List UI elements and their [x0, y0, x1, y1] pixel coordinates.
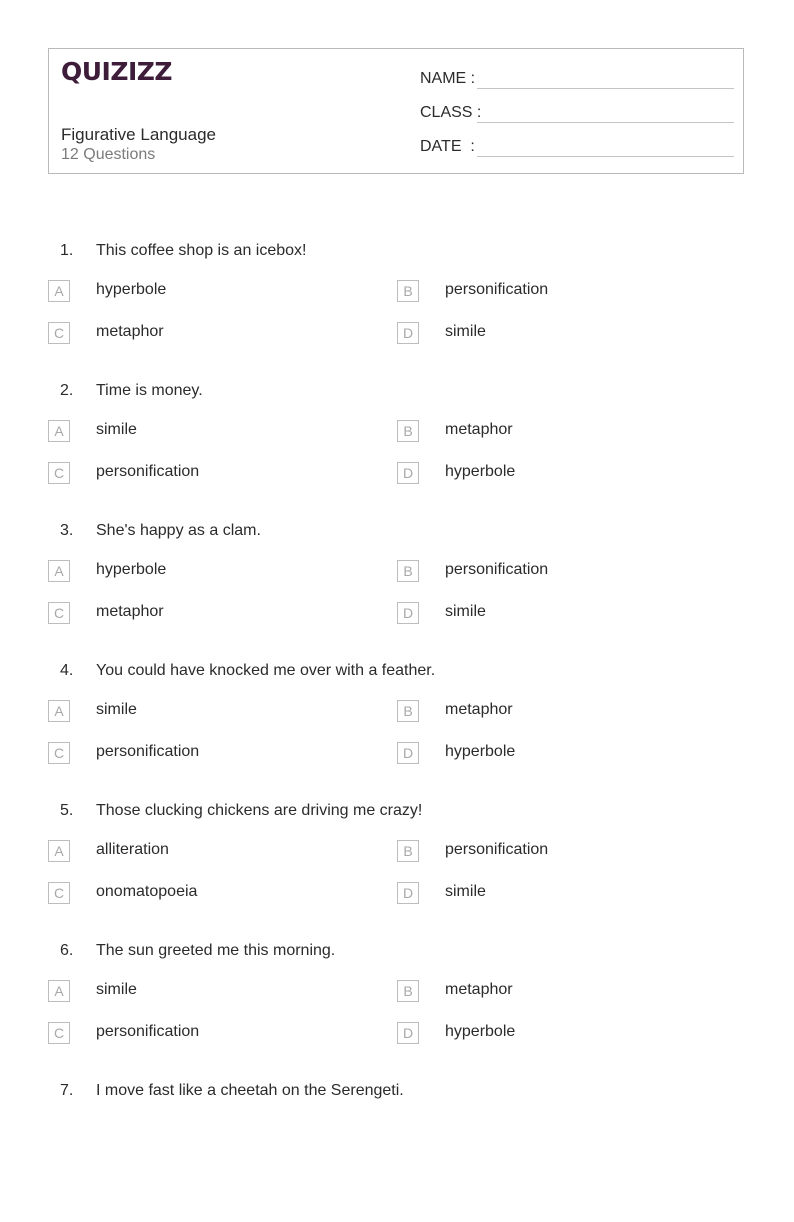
question-4: [0, 662, 794, 802]
option-letter-box: D: [397, 742, 419, 764]
option-text: simile: [96, 701, 137, 718]
name-label: NAME :: [420, 70, 476, 87]
answer-option-b[interactable]: [397, 840, 697, 864]
answer-option-d[interactable]: [397, 1022, 697, 1046]
answer-option-c[interactable]: [48, 322, 348, 346]
question-7: [0, 1082, 794, 1222]
option-text: simile: [445, 883, 486, 900]
class-line: [477, 122, 734, 123]
option-text: hyperbole: [96, 281, 167, 298]
option-text: personification: [96, 463, 200, 480]
option-letter-box: A: [48, 420, 70, 442]
option-letter-box: A: [48, 700, 70, 722]
option-letter-box: C: [48, 462, 70, 484]
option-text: personification: [96, 1023, 200, 1040]
answer-option-b[interactable]: [397, 700, 697, 724]
option-text: hyperbole: [445, 463, 516, 480]
question-text: You could have knocked me over with a feather.: [96, 662, 436, 679]
option-letter-box: C: [48, 322, 70, 344]
answer-option-c[interactable]: [48, 882, 348, 906]
question-5: [0, 802, 794, 942]
answer-option-d[interactable]: [397, 602, 697, 626]
option-text: hyperbole: [445, 1023, 516, 1040]
answer-option-b[interactable]: [397, 980, 697, 1004]
question-number: 5.: [60, 802, 74, 819]
answer-option-b[interactable]: [397, 280, 697, 304]
question-text: This coffee shop is an icebox!: [96, 242, 307, 259]
date-line: [477, 156, 734, 157]
option-letter-box: A: [48, 280, 70, 302]
option-letter-box: B: [397, 700, 419, 722]
option-letter-box: D: [397, 462, 419, 484]
option-text: simile: [445, 603, 486, 620]
option-text: simile: [96, 421, 137, 438]
option-letter-box: A: [48, 560, 70, 582]
option-letter-box: D: [397, 322, 419, 344]
answer-option-a[interactable]: [48, 980, 348, 1004]
question-number: 7.: [60, 1082, 74, 1099]
answer-option-c[interactable]: [48, 602, 348, 626]
option-text: personification: [445, 561, 549, 578]
option-text: simile: [96, 981, 137, 998]
answer-option-d[interactable]: [397, 742, 697, 766]
question-6: [0, 942, 794, 1082]
worksheet-title: Figurative Language: [61, 125, 217, 144]
option-letter-box: D: [397, 882, 419, 904]
class-label: CLASS :: [420, 104, 482, 121]
option-text: onomatopoeia: [96, 883, 198, 900]
option-text: alliteration: [96, 841, 169, 858]
answer-option-d[interactable]: [397, 462, 697, 486]
option-text: metaphor: [96, 323, 164, 340]
question-1: [0, 242, 794, 382]
answer-option-b[interactable]: [397, 420, 697, 444]
option-text: hyperbole: [445, 743, 516, 760]
option-letter-box: C: [48, 882, 70, 904]
option-text: simile: [445, 323, 486, 340]
answer-option-c[interactable]: [48, 462, 348, 486]
answer-option-a[interactable]: [48, 840, 348, 864]
option-text: personification: [445, 281, 549, 298]
question-3: [0, 522, 794, 662]
name-line: [477, 88, 734, 89]
date-label: DATE :: [420, 138, 475, 155]
answer-option-c[interactable]: [48, 742, 348, 766]
option-text: personification: [445, 841, 549, 858]
option-letter-box: A: [48, 840, 70, 862]
option-text: metaphor: [96, 603, 164, 620]
question-number: 3.: [60, 522, 74, 539]
option-letter-box: B: [397, 280, 419, 302]
answer-option-b[interactable]: [397, 560, 697, 584]
option-text: metaphor: [445, 981, 513, 998]
question-number: 2.: [60, 382, 74, 399]
date-field[interactable]: [420, 135, 734, 159]
question-number: 1.: [60, 242, 74, 259]
option-letter-box: C: [48, 742, 70, 764]
question-text: The sun greeted me this morning.: [96, 942, 336, 959]
option-text: hyperbole: [96, 561, 167, 578]
answer-option-d[interactable]: [397, 322, 697, 346]
class-field[interactable]: [420, 101, 734, 125]
option-letter-box: C: [48, 1022, 70, 1044]
quizizz-logo: QUIZIZZ: [61, 57, 173, 86]
question-text: I move fast like a cheetah on the Serengeti.: [96, 1082, 404, 1099]
question-count: 12 Questions: [61, 146, 156, 163]
question-text: Those clucking chickens are driving me crazy!: [96, 802, 423, 819]
name-field[interactable]: [420, 67, 734, 91]
option-letter-box: A: [48, 980, 70, 1002]
question-text: She's happy as a clam.: [96, 522, 261, 539]
question-number: 6.: [60, 942, 74, 959]
option-letter-box: B: [397, 840, 419, 862]
option-letter-box: B: [397, 420, 419, 442]
option-text: metaphor: [445, 701, 513, 718]
option-letter-box: C: [48, 602, 70, 624]
answer-option-a[interactable]: [48, 420, 348, 444]
option-letter-box: B: [397, 980, 419, 1002]
question-2: [0, 382, 794, 522]
option-letter-box: B: [397, 560, 419, 582]
option-letter-box: D: [397, 602, 419, 624]
answer-option-d[interactable]: [397, 882, 697, 906]
answer-option-a[interactable]: [48, 700, 348, 724]
worksheet-header: [48, 48, 744, 174]
option-text: personification: [96, 743, 200, 760]
answer-option-a[interactable]: [48, 280, 348, 304]
answer-option-a[interactable]: [48, 560, 348, 584]
answer-option-c[interactable]: [48, 1022, 348, 1046]
option-letter-box: D: [397, 1022, 419, 1044]
question-text: Time is money.: [96, 382, 203, 399]
option-text: metaphor: [445, 421, 513, 438]
question-number: 4.: [60, 662, 74, 679]
